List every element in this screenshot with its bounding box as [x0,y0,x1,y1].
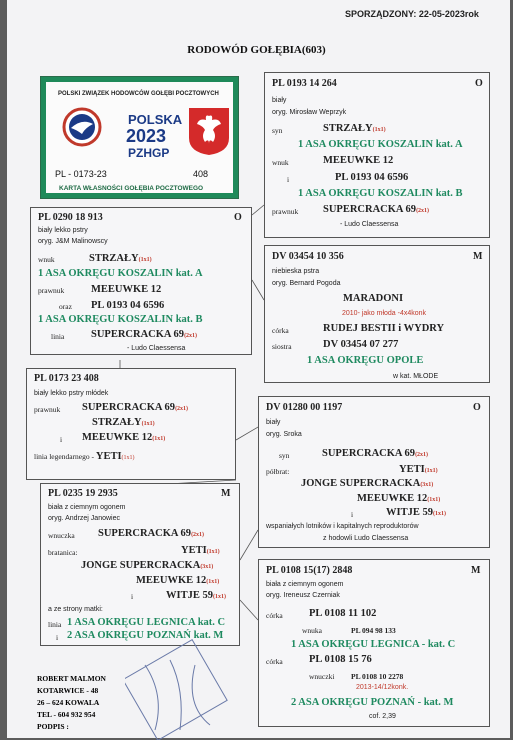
mother-r8-label: i [56,633,59,642]
mf-r6: wspaniałych lotników i kapitalnych reproduktorów [266,523,419,530]
fm-r4-label: siostra [272,342,292,351]
father-r1-label: wnuk [38,255,55,264]
mother-r5-label: i [131,592,134,601]
mm-color: biała z ciemnym ogonem [266,581,344,588]
main-r3-label: i [60,435,63,444]
mm-r4-label: córka [266,657,283,666]
father-r3-label: prawnuk [38,286,65,295]
owner-name: ROBERT MALMON [37,674,106,683]
mother-r2-label: bratanica: [48,548,78,557]
fm-sex: M [473,251,483,262]
father-r1-name: STRZAŁY(1x1) [89,253,152,264]
mm-r6: 2013-14/12konk. [356,684,409,691]
mother-r6: a ze strony matki: [48,606,103,613]
mother-sex: M [221,488,231,499]
mm-r3: 1 ASA OKRĘGU LEGNICA - kat. C [291,639,456,650]
main-r1-name: SUPERCRACKA 69(2x1) [82,402,189,413]
mm-sex: M [471,565,481,576]
mf-color: biały [266,419,281,426]
mm-r5-label: wnuczki [309,672,335,681]
paternal-grandfather-box [264,72,490,238]
ff-r4-label: i [287,175,290,184]
mm-r2-name: PL 094 98 133 [351,626,396,635]
mother-ring: PL 0235 19 2935 [48,488,118,499]
mf-r2-label: półbrat: [266,467,290,476]
mm-r2-label: wnuka [302,626,322,635]
card-year: 2023 [126,126,167,146]
father-ring: PL 0290 18 913 [38,212,103,223]
fm-r5: 1 ASA OKRĘGU OPOLE [307,355,424,366]
father-r5: 1 ASA OKRĘGU KOSZALIN kat. B [38,314,203,325]
ff-r2: 1 ASA OKRĘGU KOSZALIN kat. A [298,139,463,150]
mm-r1-name: PL 0108 11 102 [309,608,377,619]
mf-r4-name: MEEUWKE 12(1x1) [357,493,441,504]
mother-r8-name: 2 ASA OKRĘGU POZNAŃ kat. M [67,630,224,641]
mother-r5-name: WITJE 59(1x1) [166,590,226,601]
mf-r3-name: JONGE SUPERCRACKA(3x1) [301,478,434,489]
fm-r3-name: RUDEJ BESTII i WYDRY [323,323,445,334]
owner-info [37,673,106,733]
main-r2-name: STRZAŁY(1x1) [92,417,155,428]
ff-r3-name: MEEUWKE 12 [323,155,394,166]
mm-r7: 2 ASA OKRĘGU POZNAŃ - kat. M [291,697,454,708]
card-footer: KARTA WŁASNOŚCI GOŁĘBIA POCZTOWEGO [59,185,204,192]
fm-r6: w kat. MŁODE [393,373,439,380]
mf-r7: z hodowli Ludo Claessensa [323,535,409,542]
mother-breeder: oryg. Andrzej Janowiec [48,515,120,522]
owner-phone: TEL - 604 932 954 [37,710,96,719]
ff-r1-label: syn [272,126,283,135]
father-r3-name: MEEUWKE 12 [91,284,162,295]
mother-r1-name: SUPERCRACKA 69(2x1) [98,528,205,539]
page-title: RODOWÓD GOŁĘBIA(603) [187,44,326,56]
card-country: POLSKA [128,112,183,127]
mf-r1-label: syn [279,451,290,460]
mother-r1-label: wnuczka [48,531,75,540]
mother-r4-name: MEEUWKE 12(1x1) [136,575,220,586]
ff-breeder: oryg. Mirosław Weprzyk [272,109,347,116]
mother-r3-name: JONGE SUPERCRACKA(3x1) [81,560,214,571]
fm-breeder: oryg. Bernard Pogoda [272,280,341,287]
breeder-stamp-icon [125,635,230,740]
father-r4-name: PL 0193 04 6596 [91,300,165,311]
fm-r2: 2010- jako młoda -4x4konk [342,310,427,317]
fm-r1-name: MARADONI [343,293,404,304]
paternal-grandmother-box [264,245,490,383]
ff-r4-name: PL 0193 04 6596 [335,172,409,183]
fm-r4-name: DV 03454 07 277 [323,339,399,350]
father-r6-label: linia [51,332,65,341]
mf-ring: DV 01280 00 1197 [266,402,343,413]
mother-r7-name: 1 ASA OKRĘGU LEGNICA kat. C [67,617,226,628]
fm-ring: DV 03454 10 356 [272,251,344,262]
main-ring: PL 0173 23 408 [34,373,99,384]
mf-breeder: oryg. Sroka [266,431,302,438]
main-pigeon-box [26,368,236,480]
mf-r2-name: YETI(1x1) [399,464,438,475]
owner-street: KOTARWICE - 48 [37,686,99,695]
mm-r4-name: PL 0108 15 76 [309,654,372,665]
mf-r5-name: WITJE 59(1x1) [386,507,446,518]
ff-r7: - Ludo Claessensa [340,221,399,228]
card-ring: PL - 0173-23 [55,169,107,179]
main-r1-label: prawnuk [34,405,61,414]
mm-r8: cof. 2,39 [369,713,396,720]
father-sex: O [234,212,242,223]
father-r7: - Ludo Claessensa [127,345,186,352]
mm-ring: PL 0108 15(17) 2848 [266,565,353,576]
maternal-grandfather-box [258,396,490,548]
father-r6-name: SUPERCRACKA 69(2x1) [91,329,198,340]
card-header: POLSKI ZWIĄZEK HODOWCÓW GOŁĘBI POCZTOWYCH [58,91,219,97]
ff-r6-name: SUPERCRACKA 69(2x1) [323,204,430,215]
mother-r2-name: YETI(1x1) [181,545,220,556]
ff-r1-name: STRZAŁY(1x1) [323,123,386,134]
fm-r3-label: córka [272,326,289,335]
father-breeder: oryg. J&M Malinowscy [38,238,108,245]
card-org: PZHGP [128,146,170,160]
signature-label: PODPIS : [37,722,69,731]
ff-r5: 1 ASA OKRĘGU KOSZALIN kat. B [298,188,463,199]
mother-box [40,483,240,646]
father-r2: 1 ASA OKRĘGU KOSZALIN kat. A [38,268,203,279]
ff-r6-label: prawnuk [272,207,299,216]
ff-sex: O [475,78,483,89]
mm-r5-name: PL 0108 10 2278 [351,672,404,681]
mf-r5-label: i [351,510,354,519]
ff-r3-label: wnuk [272,158,289,167]
maternal-grandmother-box [258,559,490,727]
mf-r1-name: SUPERCRACKA 69(2x1) [322,448,429,459]
main-color: biały lekko pstry młódek [34,390,109,397]
ff-ring: PL 0193 14 264 [272,78,337,89]
owner-city: 26 – 624 KOWALA [37,698,100,707]
mf-sex: O [473,402,481,413]
main-r3-name: MEEUWKE 12(1x1) [82,432,166,443]
mother-r7-label: linia [48,620,62,629]
main-r4: linia legendarnego - YETI(1x1) [34,451,135,462]
mother-color: biała z ciemnym ogonem [48,504,126,511]
father-box [30,207,252,355]
ff-color: biały [272,97,287,104]
mm-breeder: oryg. Ireneusz Czerniak [266,592,340,599]
card-number: 408 [193,169,209,179]
father-r4-label: oraz [59,302,72,311]
fm-color: niebieska pstra [272,268,320,275]
mm-r1-label: córka [266,611,283,620]
father-color: biały lekko pstry [38,227,88,234]
creation-date: SPORZĄDZONY: 22-05-2023rok [345,9,479,19]
